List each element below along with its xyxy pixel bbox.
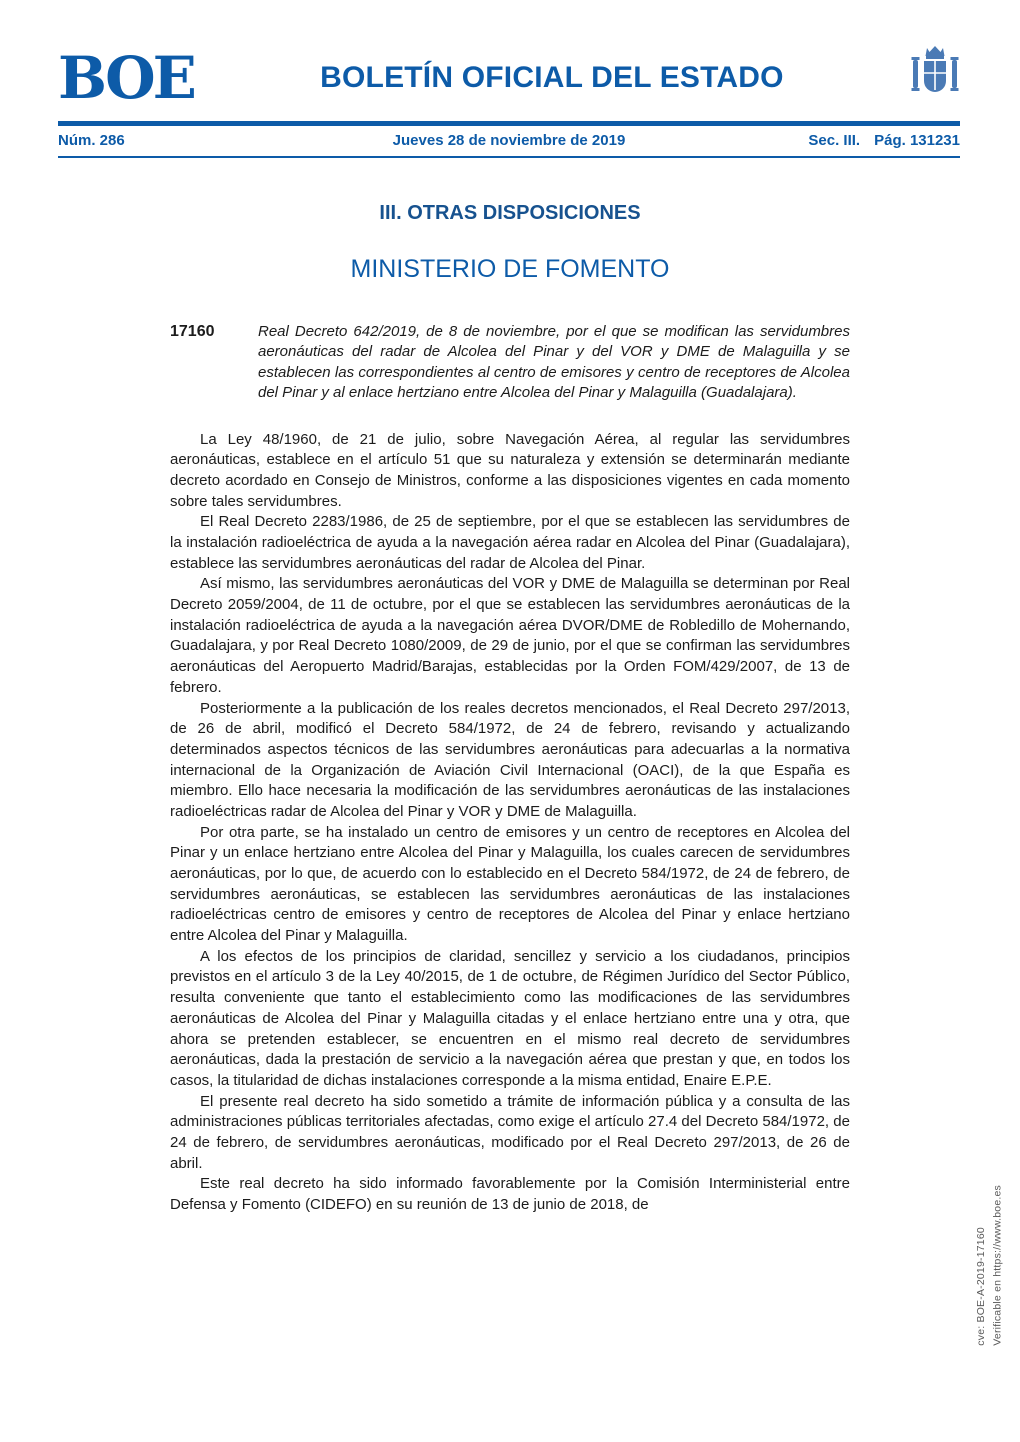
paragraph-6: A los efectos de los principios de claridad, sencillez y servicio a los ciudadanos, principios previstos en el artículo 3 de la Ley 40/2015, de 1 de octubre, de Régimen Jurídico del Sector Público, resulta conveniente que tanto el establecimiento como las modificaciones de las servidumbres aeronáuticas de Alcolea del Pinar y Malaguilla citadas y el enlace hertziano entre una y otra, que ahora se pretenden establecer, se encuentren en el mismo real decreto de servidumbres aeronáuticas, dada la prestación de servicio a la navegación aérea que prestan y que, en todos los casos, la titularidad de dichas instalaciones corresponde a la misma entidad, Enaire E.P.E. [170, 947, 850, 1089]
section-page-ref [735, 132, 961, 149]
paragraph-8: Este real decreto ha sido informado favorablemente por la Comisión Interministerial entre Defensa y Fomento (CIDEFO) en su reunión de 13 de junio de 2018, de [170, 1175, 850, 1213]
coat-of-arms-icon [910, 44, 960, 111]
disposition-item [170, 322, 850, 404]
page-ref: Pág. 131231 [874, 132, 960, 149]
document-body [170, 430, 850, 1216]
header-rule-bottom [58, 156, 960, 158]
cve-code: cve: BOE-A-2019-17160 [975, 1227, 988, 1346]
item-summary: Real Decreto 642/2019, de 8 de noviembre, por el que se modifican las servidumbres aeronáuticas del radar de Alcolea del Pinar y del VOR y DME de Malaguilla y se establecen las correspondientes al centro de emisores y centro de receptores de Alcolea del Pinar y al enlace hertziano entre Alcolea del Pinar y Malaguilla (Guadalajara). [258, 323, 850, 402]
boe-logo: BOE [58, 43, 194, 112]
paragraph-5: Por otra parte, se ha instalado un centro de emisores y un centro de receptores en Alcolea del Pinar y un enlace hertziano entre Alcolea del Pinar y Malaguilla, los cuales carecen de servidumbres aeronáuticas, por lo que, de acuerdo con lo establecido en el Decreto 584/1972, de 24 de febrero, de servidumbres aeronáuticas, se establecen las servidumbres aeronáuticas de las instalaciones radioeléctricas centro de emisores y centro de receptores de Alcolea del Pinar y enlace hertziano entre Alcolea del Pinar y Malaguilla. [170, 823, 850, 945]
paragraph-3: Así mismo, las servidumbres aeronáuticas del VOR y DME de Malaguilla se determinan por Real Decreto 2059/2004, de 11 de octubre, por el que se establecen las servidumbres aeronáuticas de la instalación radioeléctrica de ayuda a la navegación aérea DVOR/DME de Robledillo de Mohernando, Guadalajara, y por Real Decreto 1080/2009, de 29 de junio, por el que se confirman las servidumbres aeronáuticas del Aeropuerto Madrid/Barajas, establecidas por la Orden FOM/429/2007, de 13 de febrero. [170, 575, 850, 696]
paragraph-4: Posteriormente a la publicación de los reales decretos mencionados, el Real Decreto 297/2013, de 26 de abril, modificó el Decreto 584/1972, de 24 de febrero, revisando y actualizando determinados aspectos técnicos de las servidumbres aeronáuticas para adecuarlas a la normativa internacional de la Organización de Aviación Civil Internacional (OACI), de la que España es miembro. Ello hace necesaria la modificación de las servidumbres aeronáuticas de las instalaciones radioeléctricas radar de Alcolea del Pinar y VOR y DME de Malaguilla. [170, 699, 850, 820]
masthead [0, 0, 1020, 158]
section-ref: Sec. III. [808, 132, 861, 149]
page-title: BOLETÍN OFICIAL DEL ESTADO [320, 60, 784, 94]
item-number: 17160 [170, 323, 215, 340]
issue-meta-row [58, 126, 960, 156]
issue-number: Núm. 286 [58, 132, 125, 149]
issue-date: Jueves 28 de noviembre de 2019 [392, 132, 626, 149]
section-heading: III. OTRAS DISPOSICIONES [379, 202, 641, 224]
cve-sidebar [973, 1185, 1006, 1346]
document-content [170, 202, 850, 1216]
paragraph-7: El presente real decreto ha sido sometido a trámite de información pública y a consulta de las administraciones públicas territoriales afectadas, como exige el artículo 27.4 del Decreto 584/1972, de 24 de febrero, de servidumbres aeronáuticas, modificado por el Real Decreto 297/2013, de 26 de abril. [170, 1092, 850, 1172]
verifiable-note: Verificable en https://www.boe.es [991, 1185, 1004, 1346]
ministry-heading: MINISTERIO DE FOMENTO [350, 255, 670, 283]
paragraph-2: El Real Decreto 2283/1986, de 25 de septiembre, por el que se establecen las servidumbres de la instalación radioeléctrica de ayuda a la navegación aérea radar en Alcolea del Pinar (Guadalajara), establece las servidumbres aeronáuticas del radar de Alcolea del Pinar. [170, 513, 850, 572]
paragraph-1: La Ley 48/1960, de 21 de julio, sobre Navegación Aérea, al regular las servidumbres aeronáuticas, establece en el artículo 51 que su naturaleza y extensión se determinarán mediante decreto acordado en Consejo de Ministros, conforme a las disposiciones vigentes en cada momento sobre tales servidumbres. [170, 430, 850, 510]
